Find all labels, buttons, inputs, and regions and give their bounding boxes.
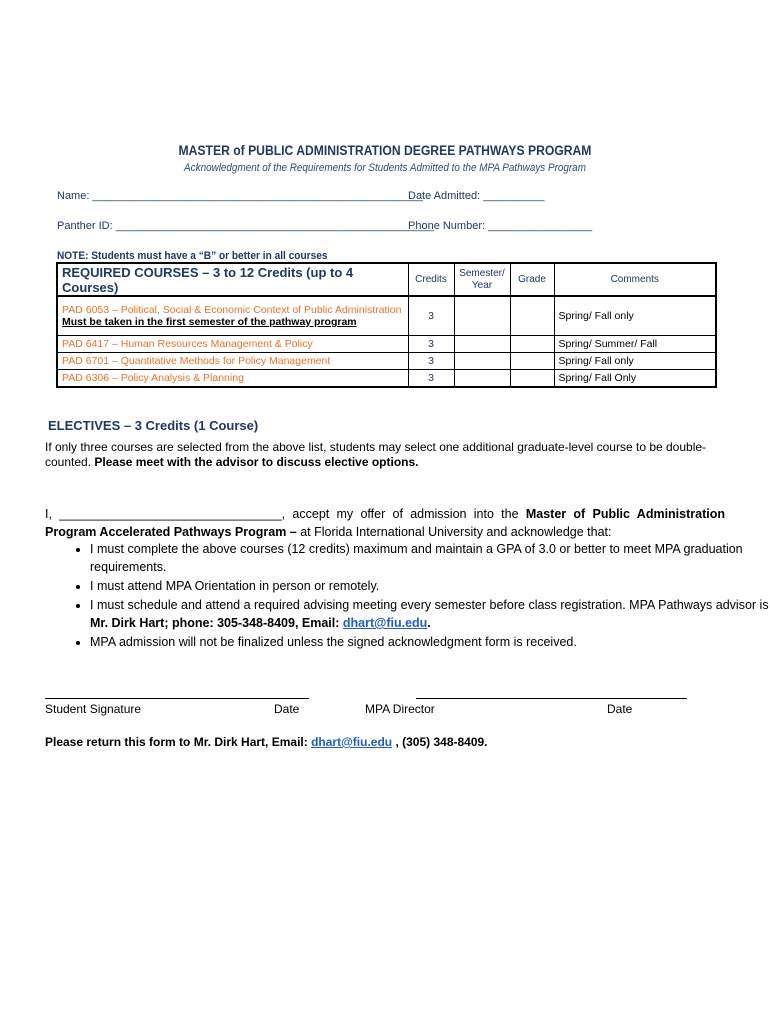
course-name: PAD 6417 – Human Resources Management & Policy (57, 336, 408, 353)
semester-year-cell[interactable] (454, 296, 510, 336)
table-row (57, 353, 716, 370)
table-header-row (57, 263, 716, 296)
credits-value: 3 (408, 296, 454, 336)
course-name: PAD 6701 – Quantitative Methods for Policy Management (57, 353, 408, 370)
electives-heading: ELECTIVES – 3 Credits (1 Course) (48, 418, 259, 433)
director-date-label: Date (607, 702, 633, 716)
comments-value: Spring/ Fall only (554, 353, 716, 370)
acknowledgment-list (45, 540, 770, 652)
form-title: MASTER of PUBLIC ADMINISTRATION DEGREE PATHWAYS PROGRAM (178, 143, 592, 158)
student-signature-label: Student Signature (45, 702, 142, 716)
name-field[interactable]: Name: ______________________________________________________ (57, 190, 423, 202)
course-name: PAD 6053 – Political, Social & Economic Context of Public Administration (62, 304, 402, 316)
return-instructions: Please return this form to Mr. Dirk Hart, Email: dhart@fiu.edu , (305) 348-8409. (45, 735, 488, 749)
panther-id-field[interactable]: Panther ID: ____________________________________________________ (57, 220, 434, 232)
table-row (57, 296, 716, 336)
credits-value: 3 (408, 370, 454, 388)
table-row (57, 370, 716, 388)
comments-value: Spring/ Fall Only (554, 370, 716, 388)
list-item: • I must schedule and attend a required advising meeting every semester before class registration. MPA Pathways advisor is Mr. Dirk Hart; phone: 305-348-8409, Email: dhart@fiu.edu. (90, 596, 770, 632)
semester-year-cell[interactable] (454, 336, 510, 353)
semester-year-cell[interactable] (454, 370, 510, 388)
student-date-label: Date (274, 702, 300, 716)
credits-value: 3 (408, 353, 454, 370)
comments-value: Spring/ Summer/ Fall (554, 336, 716, 353)
credits-header: Credits (408, 263, 454, 296)
student-signature-line[interactable] (45, 698, 309, 699)
form-subtitle: Acknowledgment of the Requirements for Students Admitted to the MPA Pathways Program (184, 162, 586, 174)
comments-value: Spring/ Fall only (554, 296, 716, 336)
grade-cell[interactable] (510, 353, 554, 370)
advisor-email-link[interactable]: dhart@fiu.edu (342, 616, 428, 630)
semester-year-cell[interactable] (454, 353, 510, 370)
grade-header: Grade (510, 263, 554, 296)
required-courses-heading: REQUIRED COURSES – 3 to 12 Credits (up to 4 Courses) (57, 263, 408, 296)
course-name: PAD 6306 – Policy Analysis & Planning (57, 370, 408, 388)
electives-description: If only three courses are selected from the above list, students may select one additional graduate-level course to be double-counted. Please meet with the advisor to discuss elective options. (45, 440, 707, 469)
director-signature-line[interactable] (416, 698, 687, 699)
table-row (57, 336, 716, 353)
course-cell (57, 296, 408, 336)
advisor-instruction: Please meet with the advisor to discuss elective options. (94, 455, 419, 469)
phone-number-field[interactable]: Phone Number: _________________ (408, 220, 593, 232)
grade-note: NOTE: Students must have a “B” or better in all courses (57, 250, 328, 262)
list-item: • MPA admission will not be finalized unless the signed acknowledgment form is received. (90, 633, 770, 651)
semester-year-header: Semester/ Year (454, 263, 510, 296)
grade-cell[interactable] (510, 370, 554, 388)
first-semester-note: Must be taken in the first semester of the pathway program (62, 316, 357, 328)
list-item: • I must complete the above courses (12 credits) maximum and maintain a GPA of 3.0 or better to meet MPA graduation requirements. (90, 540, 770, 576)
return-email-link[interactable]: dhart@fiu.edu (311, 735, 393, 749)
credits-value: 3 (408, 336, 454, 353)
date-admitted-field[interactable]: Date Admitted: __________ (408, 190, 545, 202)
grade-cell[interactable] (510, 296, 554, 336)
mpa-director-label: MPA Director (365, 702, 435, 716)
comments-header: Comments (554, 263, 716, 296)
required-courses-table (56, 262, 717, 388)
grade-cell[interactable] (510, 336, 554, 353)
list-item: • I must attend MPA Orientation in person or remotely. (90, 577, 770, 595)
acceptance-statement: I, ________________________________, accept my offer of admission into the Master of Public Administration Program Accelerated Pathways Program – at Florida International University and acknowledge that: (45, 507, 725, 539)
